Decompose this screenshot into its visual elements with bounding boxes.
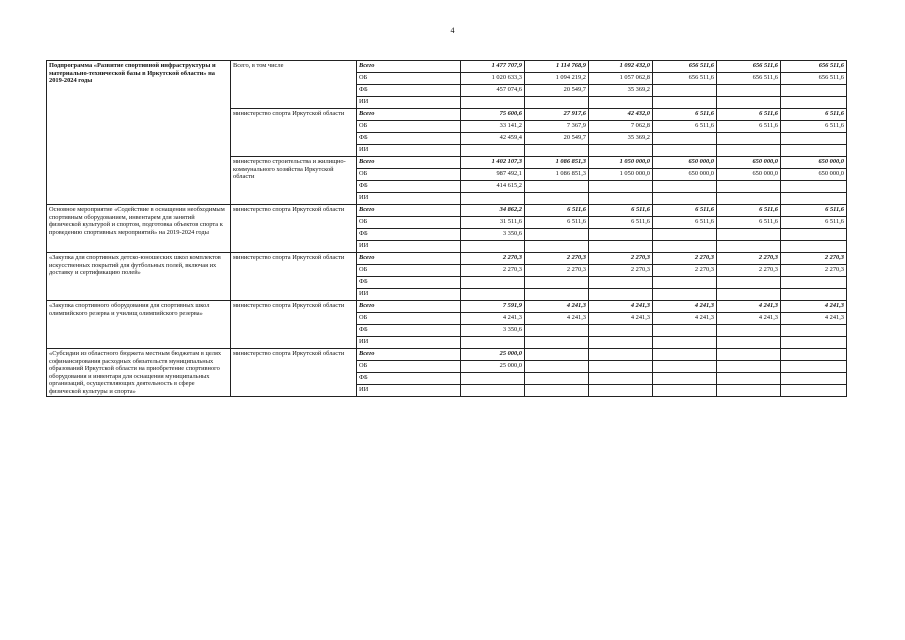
value-cell [589,229,653,241]
value-cell [653,181,717,193]
source-cell: ФБ [357,325,461,337]
value-cell [525,337,589,349]
value-cell: 656 511,6 [653,73,717,85]
value-cell: 6 511,6 [781,109,847,121]
value-cell: 6 511,6 [589,217,653,229]
value-cell: 34 862,2 [461,205,525,217]
value-cell: 656 511,6 [781,73,847,85]
value-cell: 7 591,9 [461,301,525,313]
value-cell [589,289,653,301]
value-cell: 4 241,3 [461,313,525,325]
value-cell: 1 477 707,9 [461,61,525,73]
source-cell: Всего [357,205,461,217]
program-cell: «Закупка спортивного оборудования для спортивных школ олимпийского резерва и училищ олимпийского резерва» [47,301,231,349]
value-cell [461,385,525,397]
value-cell: 656 511,6 [781,61,847,73]
value-cell [525,97,589,109]
value-cell: 650 000,0 [781,157,847,169]
value-cell: 2 270,3 [717,265,781,277]
value-cell: 6 511,6 [781,205,847,217]
value-cell: 987 492,1 [461,169,525,181]
value-cell [589,349,653,361]
value-cell [589,385,653,397]
value-cell: 20 549,7 [525,85,589,97]
budget-table [46,60,847,397]
value-cell [781,325,847,337]
value-cell: 4 241,3 [653,301,717,313]
value-cell: 4 241,3 [781,313,847,325]
value-cell [717,181,781,193]
value-cell: 2 270,3 [781,253,847,265]
source-cell: ФБ [357,229,461,241]
source-cell: ФБ [357,277,461,289]
value-cell [781,229,847,241]
value-cell: 2 270,3 [589,253,653,265]
value-cell [525,145,589,157]
value-cell: 2 270,3 [781,265,847,277]
value-cell [717,349,781,361]
value-cell: 1 086 851,3 [525,169,589,181]
executor-cell: министерство спорта Иркутской области [231,301,357,349]
source-cell: Всего [357,349,461,361]
value-cell: 6 511,6 [717,217,781,229]
value-cell [653,337,717,349]
value-cell [589,181,653,193]
value-cell: 656 511,6 [717,61,781,73]
source-cell: ОБ [357,73,461,85]
table-row [47,301,847,313]
value-cell [525,289,589,301]
source-cell: ОБ [357,361,461,373]
value-cell: 6 511,6 [525,217,589,229]
value-cell [653,349,717,361]
value-cell: 75 600,6 [461,109,525,121]
value-cell [781,85,847,97]
value-cell: 35 369,2 [589,85,653,97]
value-cell [461,241,525,253]
value-cell: 1 020 633,3 [461,73,525,85]
executor-cell: министерство спорта Иркутской области [231,109,357,157]
value-cell [653,373,717,385]
value-cell [717,241,781,253]
value-cell [717,193,781,205]
value-cell [781,349,847,361]
value-cell: 42 432,0 [589,109,653,121]
value-cell [781,289,847,301]
value-cell: 1 086 851,3 [525,157,589,169]
value-cell [525,241,589,253]
value-cell: 2 270,3 [653,265,717,277]
value-cell: 3 350,6 [461,325,525,337]
source-cell: ИИ [357,385,461,397]
value-cell: 650 000,0 [717,157,781,169]
source-cell: Всего [357,157,461,169]
value-cell [653,145,717,157]
value-cell: 6 511,6 [653,121,717,133]
value-cell: 650 000,0 [653,157,717,169]
value-cell: 25 000,0 [461,361,525,373]
value-cell: 3 350,6 [461,229,525,241]
value-cell: 2 270,3 [461,265,525,277]
value-cell [781,361,847,373]
value-cell: 1 050 000,0 [589,169,653,181]
value-cell: 4 241,3 [717,301,781,313]
value-cell [525,229,589,241]
value-cell: 6 511,6 [717,205,781,217]
value-cell [653,85,717,97]
source-cell: ОБ [357,217,461,229]
value-cell: 4 241,3 [653,313,717,325]
value-cell: 656 511,6 [717,73,781,85]
value-cell: 656 511,6 [653,61,717,73]
source-cell: ОБ [357,169,461,181]
value-cell: 6 511,6 [717,109,781,121]
value-cell [589,337,653,349]
value-cell [525,325,589,337]
value-cell [717,97,781,109]
source-cell: ФБ [357,373,461,385]
value-cell [653,361,717,373]
value-cell: 1 092 432,0 [589,61,653,73]
value-cell [589,97,653,109]
value-cell [781,277,847,289]
executor-cell: министерство строительства и жилищно-коммунального хозяйства Иркутской области [231,157,357,205]
value-cell: 2 270,3 [653,253,717,265]
value-cell: 457 074,6 [461,85,525,97]
program-cell: «Закупка для спортивных детско-юношеских школ комплектов искусственных покрытий для футбольных полей, включая их доставку и сертификацию полей» [47,253,231,301]
value-cell [781,373,847,385]
value-cell: 2 270,3 [525,253,589,265]
source-cell: ОБ [357,265,461,277]
source-cell: ИИ [357,145,461,157]
value-cell: 4 241,3 [589,301,653,313]
value-cell [525,277,589,289]
value-cell: 35 369,2 [589,133,653,145]
source-cell: ФБ [357,85,461,97]
value-cell [717,289,781,301]
executor-cell: министерство спорта Иркутской области [231,349,357,397]
value-cell: 7 367,9 [525,121,589,133]
value-cell: 4 241,3 [525,301,589,313]
source-cell: ОБ [357,121,461,133]
source-cell: ИИ [357,289,461,301]
source-cell: ОБ [357,313,461,325]
source-cell: Всего [357,61,461,73]
value-cell [653,325,717,337]
value-cell [461,289,525,301]
value-cell [781,97,847,109]
value-cell: 7 062,8 [589,121,653,133]
value-cell: 1 050 000,0 [589,157,653,169]
value-cell: 4 241,3 [525,313,589,325]
source-cell: Всего [357,109,461,121]
value-cell: 2 270,3 [589,265,653,277]
value-cell [781,145,847,157]
value-cell: 6 511,6 [653,205,717,217]
value-cell [525,349,589,361]
source-cell: ИИ [357,193,461,205]
value-cell [461,337,525,349]
value-cell [781,193,847,205]
value-cell: 414 615,2 [461,181,525,193]
source-cell: ИИ [357,97,461,109]
value-cell: 6 511,6 [653,109,717,121]
table-row [47,253,847,265]
executor-cell: министерство спорта Иркутской области [231,253,357,301]
value-cell [525,385,589,397]
value-cell [653,277,717,289]
program-cell: Подпрограмма «Развитие спортивной инфраструктуры и материально-технической базы в Иркутской области» на 2019-2024 годы [47,61,231,205]
value-cell [589,361,653,373]
value-cell [717,229,781,241]
value-cell: 1 402 107,3 [461,157,525,169]
page-number: 4 [450,26,455,35]
value-cell [717,133,781,145]
value-cell: 42 459,4 [461,133,525,145]
value-cell [717,277,781,289]
value-cell: 33 141,2 [461,121,525,133]
value-cell [589,325,653,337]
value-cell: 1 057 062,8 [589,73,653,85]
value-cell [525,193,589,205]
value-cell: 650 000,0 [717,169,781,181]
executor-cell: Всего, в том числе [231,61,357,109]
value-cell: 650 000,0 [653,169,717,181]
value-cell [653,133,717,145]
value-cell: 6 511,6 [589,205,653,217]
value-cell [525,361,589,373]
value-cell: 25 000,0 [461,349,525,361]
source-cell: ИИ [357,241,461,253]
value-cell: 6 511,6 [525,205,589,217]
value-cell [653,229,717,241]
source-cell: ФБ [357,133,461,145]
source-cell: Всего [357,301,461,313]
value-cell [461,277,525,289]
value-cell: 27 917,6 [525,109,589,121]
value-cell [781,385,847,397]
value-cell [589,241,653,253]
value-cell [781,241,847,253]
value-cell: 4 241,3 [781,301,847,313]
value-cell: 1 114 768,9 [525,61,589,73]
value-cell: 1 094 219,2 [525,73,589,85]
table-row [47,349,847,361]
value-cell: 4 241,3 [717,313,781,325]
executor-cell: министерство спорта Иркутской области [231,205,357,253]
source-cell: Всего [357,253,461,265]
value-cell [589,373,653,385]
value-cell [525,181,589,193]
value-cell [461,97,525,109]
value-cell: 6 511,6 [653,217,717,229]
value-cell: 2 270,3 [525,265,589,277]
source-cell: ФБ [357,181,461,193]
program-cell: Основное мероприятие «Содействие в оснащении необходимым спортивным оборудованием, инвентарем для занятий физической культурой и спортом, подготовка объектов спорта к проведению спортивных мероприятий» на 2019-2024 годы [47,205,231,253]
value-cell: 4 241,3 [589,313,653,325]
value-cell [653,193,717,205]
value-cell: 20 549,7 [525,133,589,145]
source-cell: ИИ [357,337,461,349]
value-cell [461,193,525,205]
value-cell [717,373,781,385]
value-cell [781,133,847,145]
value-cell: 6 511,6 [781,217,847,229]
value-cell [461,145,525,157]
value-cell: 2 270,3 [717,253,781,265]
value-cell [717,337,781,349]
value-cell [589,277,653,289]
value-cell [461,373,525,385]
value-cell [589,193,653,205]
program-cell: «Субсидии из областного бюджета местным бюджетам в целях софинансирования расходных обязательств муниципальных образований Иркутской области на приобретение спортивного оборудования и инвентаря для оснащения муниципальных организаций, осуществляющих деятельность в сфере физической культуры и спорта» [47,349,231,397]
value-cell [653,97,717,109]
value-cell [717,361,781,373]
table-row [47,61,847,73]
value-cell: 6 511,6 [717,121,781,133]
value-cell [653,241,717,253]
value-cell [717,385,781,397]
value-cell [717,85,781,97]
value-cell [781,181,847,193]
value-cell: 2 270,3 [461,253,525,265]
value-cell: 6 511,6 [781,121,847,133]
value-cell [653,289,717,301]
value-cell [525,373,589,385]
value-cell [653,385,717,397]
table-row [47,205,847,217]
value-cell: 650 000,0 [781,169,847,181]
value-cell [717,145,781,157]
value-cell [717,325,781,337]
value-cell [589,145,653,157]
value-cell: 31 511,6 [461,217,525,229]
value-cell [781,337,847,349]
